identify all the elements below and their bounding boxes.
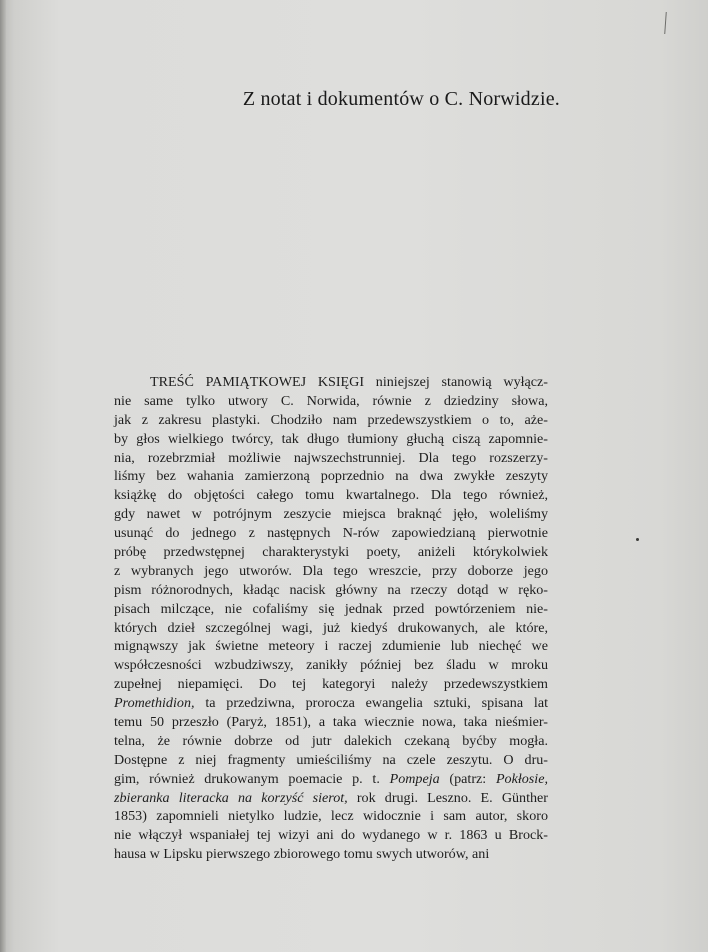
italic-title-text: zbieranka literacka na korzyść sierot,	[114, 789, 348, 806]
text-line	[114, 373, 548, 392]
italic-title-text: Pokłosie,	[495, 770, 548, 787]
text-line	[114, 411, 548, 430]
text-line	[114, 562, 548, 581]
text-line	[114, 826, 548, 845]
italic-title-text: Pompeja	[389, 770, 440, 787]
text-line	[114, 524, 548, 543]
text-run: gim, również drukowanym poemacie p. t.	[114, 770, 390, 787]
text-run: książkę do objętości całego tomu kwartalnego. Dla tego również,	[114, 487, 548, 504]
text-run: rok drugi. Leszno. E. Günther	[347, 789, 548, 806]
text-line	[114, 505, 548, 524]
text-run: temu 50 przeszło (Paryż, 1851), a taka wiecznie nowa, taka nieśmier-	[114, 714, 548, 731]
text-run: TREŚĆ PAMIĄTKOWEJ KSIĘGI niniejszej stanowią wyłącz-	[150, 374, 548, 390]
text-line	[114, 486, 548, 505]
text-run: 1853) zapomnieli nietylko ludzie, lecz widocznie i sam autor, skoro	[114, 808, 548, 825]
text-line	[114, 637, 548, 656]
text-run: współczesności wzbudziwszy, zanikły później bez śladu w mroku	[114, 657, 548, 674]
text-run: nie włączył wspaniałej tej wizyi ani do wydanego w r. 1863 u Brock-	[114, 827, 548, 844]
text-line	[114, 751, 548, 770]
text-line	[114, 430, 548, 449]
text-line	[114, 732, 548, 751]
text-line	[114, 581, 548, 600]
text-run: Dostępne z niej fragmenty umieściliśmy na czele zeszytu. O dru-	[114, 751, 548, 768]
italic-title-text: Promethidion,	[114, 695, 195, 712]
text-line	[114, 713, 548, 732]
text-run: nia, rozebrzmiał możliwie najwszechstrunniej. Dla tego rozszerzy-	[114, 449, 548, 466]
text-run: nie same tylko utwory C. Norwida, równie z dziedziny słowa,	[114, 392, 548, 409]
text-run: próbę przedwstępnej charakterystyki poety, aniżeli którykolwiek	[114, 544, 548, 561]
text-line	[114, 807, 548, 826]
text-run: telna, że równie dobrze od jutr dalekich czekaną byćby mogła.	[114, 732, 548, 749]
page-title: Z notat i dokumentów o C. Norwidzie.	[242, 88, 560, 110]
body-paragraph	[114, 373, 548, 864]
text-run: hausa w Lipsku pierwszego zbiorowego tomu swych utworów, ani	[114, 846, 490, 863]
text-run: pisach milczące, nie cofaliśmy się jednak przed powtórzeniem nie-	[114, 600, 548, 617]
text-run: pism różnorodnych, kładąc nacisk główny na rzeczy dotąd w ręko-	[114, 581, 548, 598]
page-gutter	[0, 0, 6, 952]
text-run: mignąwszy jak świetne meteory i raczej zdumienie lub niechęć we	[114, 638, 548, 655]
text-line	[114, 656, 548, 675]
text-run: usunąć do jednego z następnych N-rów zapowiedzianą pierwotnie	[114, 525, 548, 542]
text-line	[114, 467, 548, 486]
text-run: gdy nawet w potrójnym zeszycie miejsca braknąć jęło, woleliśmy	[114, 506, 548, 523]
text-run: (patrz:	[439, 770, 496, 787]
text-line	[114, 543, 548, 562]
text-run: by głos wielkiego twórcy, tak długo tłumiony głuchą ciszą zapomnie-	[114, 430, 548, 447]
text-line	[114, 675, 548, 694]
text-run: zupełnej niepamięci. Do tej kategoryi należy przedewszystkiem	[114, 676, 548, 693]
text-line	[114, 600, 548, 619]
text-line	[114, 449, 548, 468]
text-line	[114, 789, 548, 808]
paper-speck	[636, 538, 639, 541]
text-line	[114, 694, 548, 713]
text-run: których dzieł szczególnej wagi, już kiedyś drukowanych, ale które,	[114, 619, 548, 636]
text-run: liśmy bez wahania zamierzoną poprzednio na dwa zwykłe zeszyty	[114, 468, 548, 485]
text-line	[114, 619, 548, 638]
text-run: z wybranych jego utworów. Dla tego wreszcie, przy doborze jego	[114, 562, 548, 579]
text-line	[114, 770, 548, 789]
text-run: ta przedziwna, prorocza ewangelia sztuki, spisana lat	[194, 695, 548, 712]
text-line	[114, 845, 548, 864]
text-line	[114, 392, 548, 411]
margin-mark	[664, 12, 667, 34]
text-run: jak z zakresu plastyki. Chodziło nam przedewszystkiem o to, aże-	[114, 411, 548, 428]
